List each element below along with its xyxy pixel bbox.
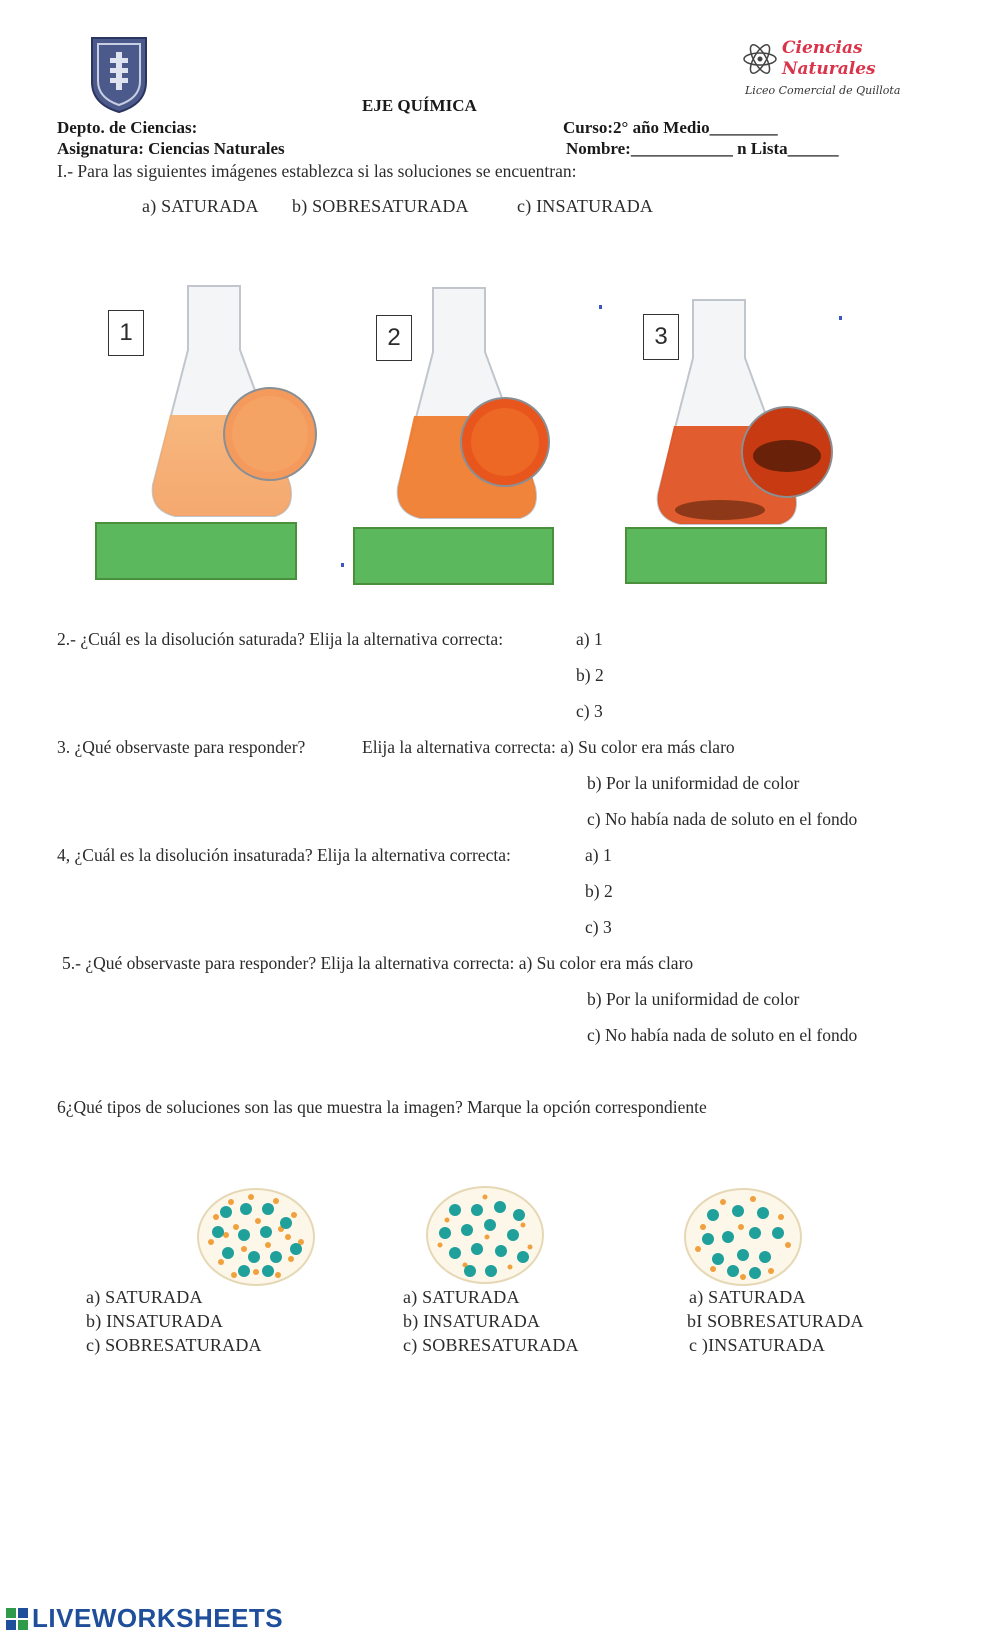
q5-prompt: 5.- ¿Qué observaste para responder? Elija la alternativa correcta: a) Su color era más claro: [62, 953, 694, 973]
q4-option-c[interactable]: c) 3: [585, 917, 612, 937]
q1-option-saturada: a) SATURADA: [142, 196, 259, 216]
q2-option-b[interactable]: b) 2: [576, 665, 604, 685]
q3-option-b[interactable]: b) Por la uniformidad de color: [587, 773, 800, 793]
department-label: Depto. de Ciencias:: [57, 118, 198, 137]
q1-option-insaturada: c) INSATURADA: [517, 196, 654, 216]
q3-prompt: 3. ¿Qué observaste para responder?: [57, 737, 306, 757]
q3-option-c[interactable]: c) No había nada de soluto en el fondo: [587, 809, 858, 829]
stray-mark: [341, 563, 344, 567]
logo-line-liceo: Liceo Comercial de Quillota: [745, 84, 901, 97]
solution-diagram-2: [425, 1185, 545, 1285]
name-field[interactable]: Nombre:____________ n Lista______: [566, 139, 839, 158]
atom-icon: [742, 40, 778, 78]
q4-prompt: 4, ¿Cuál es la disolución insaturada? Elija la alternativa correcta:: [57, 845, 511, 865]
flask-3-answer-box[interactable]: [625, 527, 827, 584]
logo-line-ciencias: Ciencias: [782, 38, 863, 58]
stray-mark: [599, 305, 602, 309]
q6-group3-option-c[interactable]: c )INSATURADA: [689, 1335, 826, 1355]
flask-3-number: 3: [643, 314, 679, 360]
q1-option-sobresaturada: b) SOBRESATURADA: [292, 196, 469, 216]
q4-option-a[interactable]: a) 1: [585, 845, 612, 865]
solution-diagram-3: [683, 1187, 803, 1287]
liveworksheets-logo-icon: [6, 1608, 28, 1630]
q6-prompt: 6¿Qué tipos de soluciones son las que muestra la imagen? Marque la opción correspondiente: [57, 1097, 707, 1117]
flask-2-number: 2: [376, 315, 412, 361]
logo-line-naturales: Naturales: [782, 59, 876, 79]
q4-option-b[interactable]: b) 2: [585, 881, 613, 901]
q2-option-c[interactable]: c) 3: [576, 701, 603, 721]
subject-label: Asignatura: Ciencias Naturales: [57, 139, 285, 158]
q6-group1-option-a[interactable]: a) SATURADA: [86, 1287, 203, 1307]
q1-prompt: I.- Para las siguientes imágenes establezca si las soluciones se encuentran:: [57, 161, 577, 181]
q3-option-a[interactable]: Elija la alternativa correcta: a) Su color era más claro: [362, 737, 735, 757]
stray-mark: [839, 316, 842, 320]
flask-2-answer-box[interactable]: [353, 527, 554, 585]
flask-1-answer-box[interactable]: [95, 522, 297, 580]
flask-1-number: 1: [108, 310, 144, 356]
q6-group2-option-a[interactable]: a) SATURADA: [403, 1287, 520, 1307]
flask-1-image: [145, 280, 325, 525]
solution-diagram-1: [196, 1187, 316, 1287]
q5-option-c[interactable]: c) No había nada de soluto en el fondo: [587, 1025, 858, 1045]
q5-option-b[interactable]: b) Por la uniformidad de color: [587, 989, 800, 1009]
q6-group2-option-c[interactable]: c) SOBRESATURADA: [403, 1335, 579, 1355]
q6-group3-option-b[interactable]: bI SOBRESATURADA: [687, 1311, 864, 1331]
liveworksheets-brand: [6, 1603, 283, 1634]
q6-group3-option-a[interactable]: a) SATURADA: [689, 1287, 806, 1307]
q6-group2-option-b[interactable]: b) INSATURADA: [403, 1311, 541, 1331]
q6-group1-option-b[interactable]: b) INSATURADA: [86, 1311, 224, 1331]
q2-option-a[interactable]: a) 1: [576, 629, 603, 649]
q2-prompt: 2.- ¿Cuál es la disolución saturada? Elija la alternativa correcta:: [57, 629, 504, 649]
page-title: EJE QUÍMICA: [362, 96, 477, 115]
q6-group1-option-c[interactable]: c) SOBRESATURADA: [86, 1335, 262, 1355]
school-crest-logo: [88, 32, 150, 114]
flask-2-image: [390, 282, 570, 527]
course-field[interactable]: Curso:2° año Medio________: [563, 118, 778, 137]
liveworksheets-text: LIVEWORKSHEETS: [32, 1603, 284, 1633]
